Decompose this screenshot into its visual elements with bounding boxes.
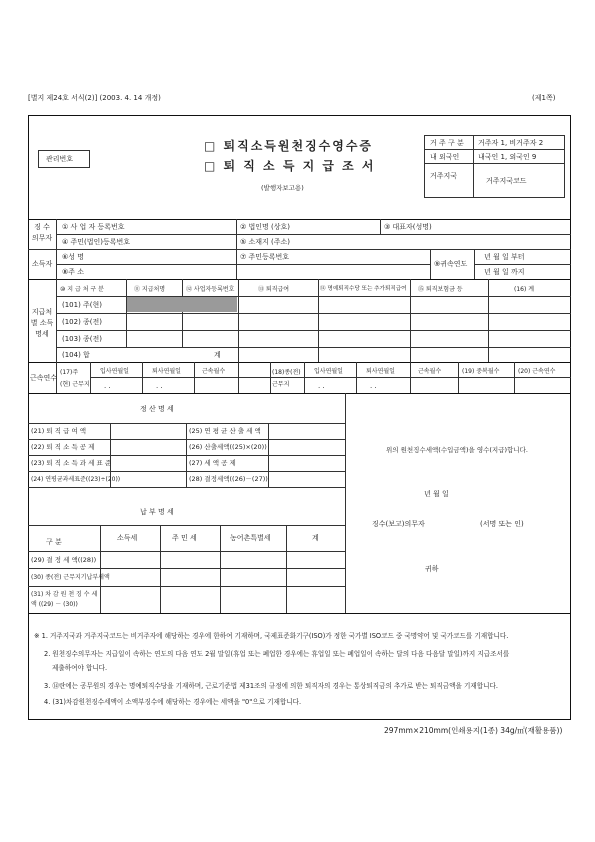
shaded-main-payer — [127, 297, 237, 312]
row-sum: (104) 합 — [62, 351, 90, 359]
col-honorary-pay: ⑭ 명예퇴직수당 또는 추가퇴직급여 — [320, 286, 407, 292]
tax-col-income-tax: 소득세 — [117, 534, 138, 542]
tax-col-resident-tax: 주 민 세 — [172, 534, 197, 542]
tax-col-special-tax: 농어촌특별세 — [230, 534, 271, 542]
calc-avg-tax: (25) 연 평 균 산 출 세 액 — [189, 427, 261, 435]
col-prior-months: 근속월수 — [418, 368, 442, 375]
biz-reg-no-label: ① 사 업 자 등록번호 — [62, 223, 125, 231]
subtitle: (발행자보고용) — [261, 184, 304, 192]
corp-reg-no-label: ④ 주민(법인)등록번호 — [62, 238, 131, 246]
title-payment-statement: □ 퇴 직 소 득 지 급 조 서 — [204, 159, 376, 173]
country-label: 거주지국 — [430, 172, 458, 180]
residency-label: 거 주 구 분 — [430, 139, 464, 147]
earner-group-label: 소득자 — [32, 260, 53, 268]
national-label: 내 외국인 — [430, 153, 460, 161]
page-number: (제1쪽) — [532, 94, 556, 102]
calc-tax-base: (23) 퇴 직 소 득 과 세 표 준 — [31, 459, 112, 467]
col-hire-date: 입사연월일 — [100, 368, 129, 375]
row-prior-1: (102) 종(전) — [62, 318, 103, 326]
row-prior-2: (103) 종(전) — [62, 335, 103, 343]
paper-spec: 297mm×210mm(인쇄용지(1종) 34g/㎡(재활용품)) — [384, 726, 563, 735]
earner-resident-no-label: ⑦ 주민등록번호 — [240, 253, 290, 261]
form-id: [별지 제24호 서식(2)] (2003. 4. 14 개정) — [28, 94, 161, 102]
col-prior-leave-date: 퇴사연월일 — [366, 368, 395, 375]
row-sum-total-label: 계 — [214, 351, 221, 359]
country-code-label: 거주지국코드 — [486, 177, 527, 185]
calc-computed-tax: (26) 산출세액((25)×(20)) — [189, 443, 267, 451]
date-dots: . . — [318, 382, 325, 390]
main-workplace-label: (17)주 (현) 근무지 — [60, 369, 90, 388]
date-dots: . . — [370, 382, 377, 390]
title-withholding-receipt: □ 퇴직소득원천징수영수증 — [204, 139, 374, 153]
mgmt-no-label: 관리번호 — [46, 155, 74, 163]
corp-name-label: ② 법인명 (상호) — [240, 223, 290, 231]
calc-retirement-pay: (21) 퇴 직 급 여 액 — [31, 427, 87, 435]
calc-deduction: (22) 퇴 직 소 득 공 제 — [31, 443, 95, 451]
period-from: 년 월 일 부터 — [484, 253, 525, 261]
earner-name-label: ⑥성 명 — [62, 253, 85, 261]
national-value: 내국인 1, 외국인 9 — [478, 153, 537, 161]
col-payer-type: ⑩ 지 급 처 구 분 — [60, 286, 104, 293]
col-payer-biz-no: ⑫ 사업자등록번호 — [186, 286, 235, 293]
residency-value: 거주자 1, 비거주자 2 — [478, 139, 544, 147]
calc-determined-tax: (28) 결정세액((26)－(27)) — [189, 475, 268, 483]
receipt-date: 년 월 일 — [424, 490, 449, 498]
tax-col-category: 구 분 — [46, 538, 62, 546]
col-months: 근속월수 — [202, 368, 226, 375]
row-current: (101) 주(현) — [62, 301, 103, 309]
address-label: ⑤ 소재지 (주소) — [240, 238, 290, 246]
col-leave-date: 퇴사연월일 — [152, 368, 181, 375]
tax-row-prepaid: (30) 종(전) 근무지기납부세액 — [31, 574, 110, 581]
note-3: 3. ⑭란에는 공무원의 경우는 명예퇴직수당을 기재하며, 근로기준법 제31조의 규정에 의한 퇴직자의 경우는 통상퇴직금의 추가로 받는 퇴직금액을 기재합니다. — [44, 682, 498, 690]
receipt-to: 귀하 — [425, 565, 439, 573]
calc-avg-tax-base: (24) 연평균과세표준((23)÷(20)) — [31, 476, 121, 483]
service-group-label: 근속연수 — [30, 374, 58, 382]
note-2-cont: 제출하여야 합니다. — [52, 664, 108, 672]
tax-row-net: (31) 차 감 원 천 징 수 세 액 ((29) － (30)) — [31, 591, 98, 608]
date-dots: . . — [104, 382, 111, 390]
col-service-years: (20) 근속연수 — [518, 368, 556, 375]
col-insurance: ⑮ 퇴직보험금 등 — [418, 286, 463, 293]
tax-row-determined: (29) 결 정 세 액((28)) — [31, 556, 97, 564]
period-label: ⑨귀속연도 — [434, 260, 468, 268]
receipt-statement: 위의 원천징수세액(수입금액)을 영수(지급)합니다. — [386, 446, 528, 454]
calc-heading: 정 산 명 세 — [140, 405, 174, 413]
receipt-payer-label: 징수(보고)의무자 — [372, 520, 425, 528]
form-frame — [28, 115, 571, 720]
calc-tax-credit: (27) 세 액 공 제 — [189, 459, 236, 467]
note-4: 4. (31)차감원천징수세액이 소액부징수에 해당하는 경우에는 세액을 "0"으로 기재합니다. — [44, 698, 302, 706]
tax-col-total: 계 — [312, 534, 319, 542]
period-to: 년 월 일 까지 — [484, 268, 525, 276]
payments-group-label: 지급처별 소득명세 — [30, 308, 54, 338]
col-total: (16) 계 — [514, 286, 535, 293]
col-overlap-months: (19) 중복월수 — [462, 368, 500, 375]
note-1: ※ 1. 거주지국과 거주지국코드는 비거주자에 해당하는 경우에 한하여 기재하며, 국제표준화기구(ISO)가 정한 국가별 ISO코드 중 국명약어 및 국가코드를 기재합니다. — [34, 632, 509, 640]
col-retirement-pay: ⑬ 퇴직급여 — [258, 286, 290, 293]
col-prior-hire-date: 입사연월일 — [314, 368, 343, 375]
earner-address-label: ⑧주 소 — [62, 268, 85, 276]
payer-group-label: 징 수 의무자 — [31, 223, 53, 242]
date-dots: . . — [156, 382, 163, 390]
receipt-sign: (서명 또는 인) — [480, 520, 524, 528]
prior-workplace-label: (18)종(전) 근무지 — [272, 369, 301, 388]
note-2: 2. 원천징수의무자는 지급일이 속하는 연도의 다음 연도 2월 말일(휴업 또는 폐업한 경우에는 휴업일 또는 폐업일이 속하는 달의 다음 다음달 말일)까지 지급조서를 — [44, 650, 510, 658]
tax-heading: 납 부 명 세 — [140, 508, 174, 516]
rep-name-label: ③ 대표자(성명) — [384, 223, 432, 231]
col-payer-name: ⑪ 지급처명 — [134, 286, 166, 293]
